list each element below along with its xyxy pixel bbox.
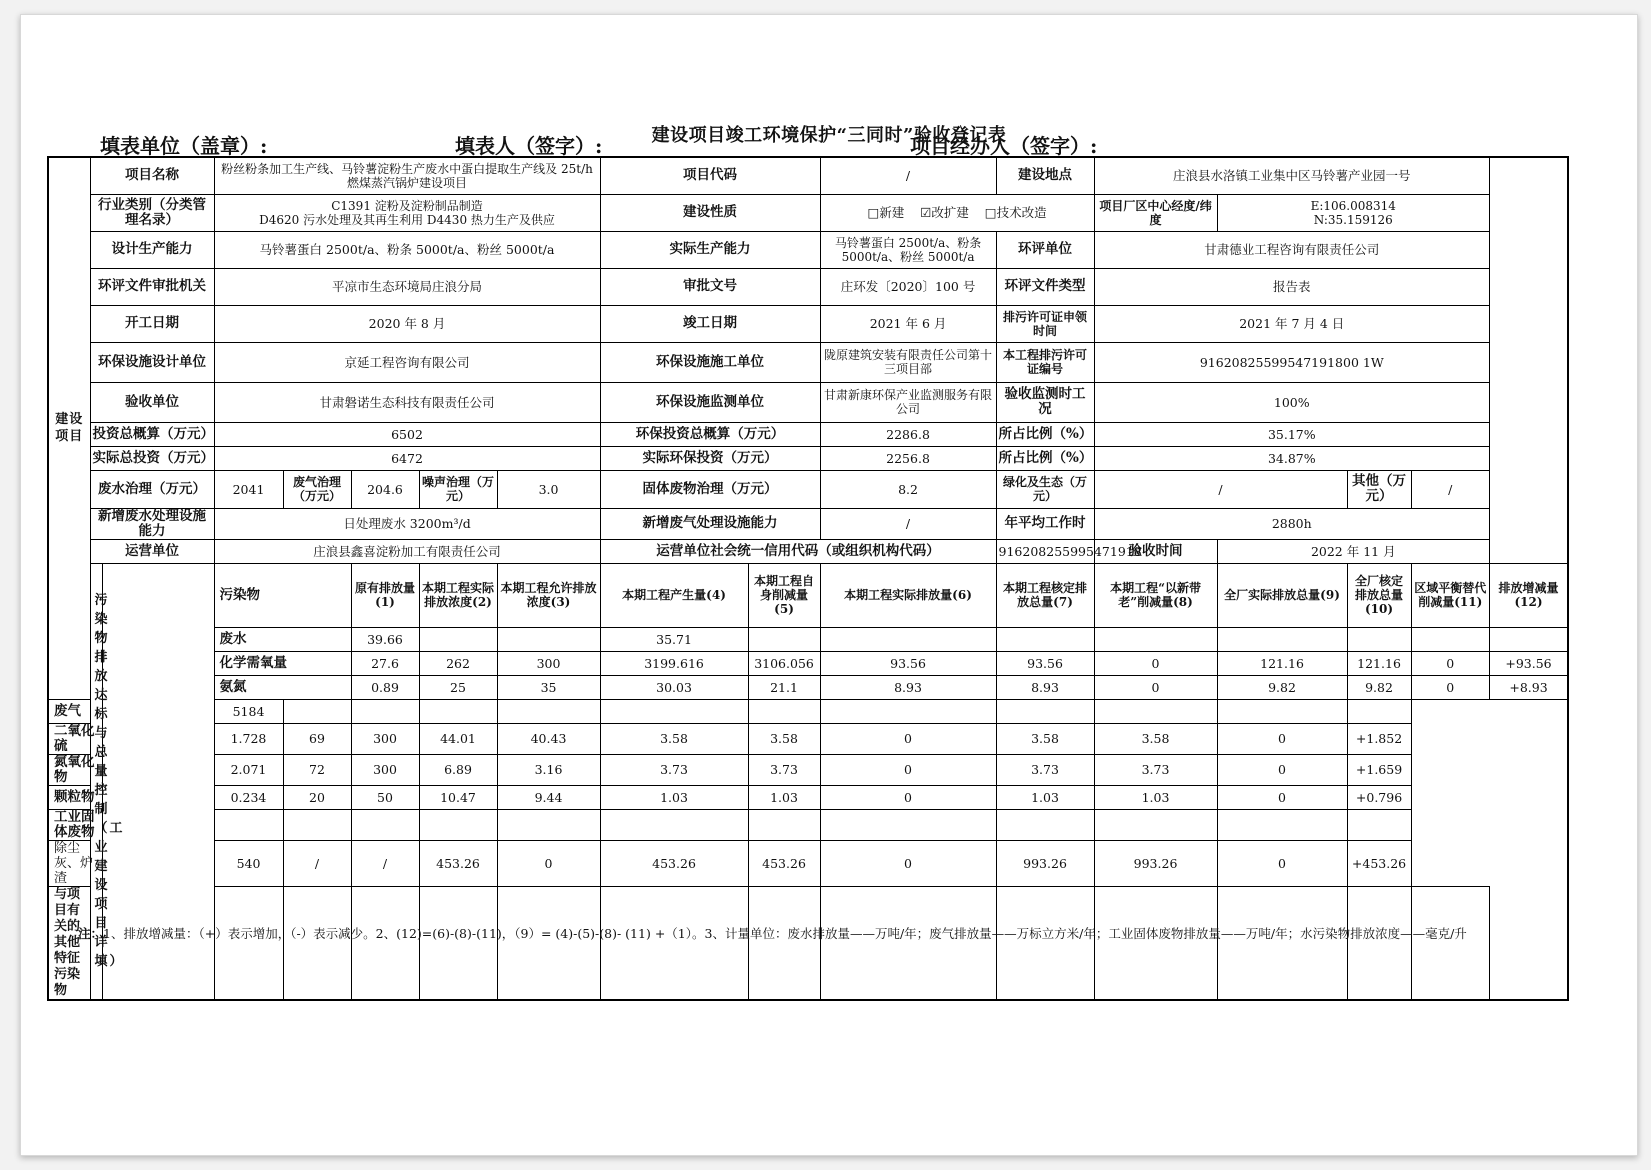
cell [1411,627,1489,651]
cell [820,809,996,840]
start-date-label: 开工日期 [90,305,214,342]
pollutant-name: 化学需氧量 [214,651,351,675]
header-h6: 本期工程实际排放量(6) [820,563,996,627]
cell: 1.03 [1094,785,1217,809]
permit-no-label: 本工程排污许可证编号 [996,342,1094,382]
cell: 3.58 [996,723,1094,754]
credit-label: 运营单位社会统一信用代码（或组织机构代码） [600,539,996,563]
gas-cost-value: 204.6 [351,470,419,508]
design-unit-value: 京延工程咨询有限公司 [214,342,600,382]
cell: 3.73 [600,754,748,785]
header-h2: 本期工程实际排放浓度(2) [419,563,497,627]
cell [996,627,1094,651]
cell [600,699,748,723]
eia-type-label: 环评文件类型 [996,268,1094,305]
cell [820,699,996,723]
cell [419,809,497,840]
cell: 453.26 [748,840,820,886]
cell: 3106.056 [748,651,820,675]
cell: 25 [419,675,497,699]
cell: 8.93 [996,675,1094,699]
nature-opt-new[interactable]: □新建 [867,205,905,220]
header-h12: 排放增减量(12) [1490,563,1568,627]
other-pollutant-label: 与项目有关的其他特征污染物 [48,886,90,1000]
cell [214,809,283,840]
solid-cost-value: 8.2 [820,470,996,508]
pollutant-name: 工业固体废物 [48,809,102,840]
pollutant-name: 废水 [214,627,351,651]
cell [419,627,497,651]
start-date-value: 2020 年 8 月 [214,305,600,342]
cell: 262 [419,651,497,675]
work-hours-value: 2880h [1094,508,1489,539]
cell: 30.03 [600,675,748,699]
cell: 72 [283,754,351,785]
document-title: 建设项目竣工环境保护“三同时”验收登记表 [651,125,1007,146]
approver-value: 平凉市生态环境局庄浪分局 [214,268,600,305]
nature-label: 建设性质 [600,194,820,231]
cell [996,809,1094,840]
noise-cost-value: 3.0 [497,470,600,508]
cell: 1.03 [996,785,1094,809]
cell [497,809,600,840]
cell [351,809,419,840]
filler-handler-label: 项目经办人（签字）: [910,134,1098,158]
cell [748,627,820,651]
cell: 50 [351,785,419,809]
cell [1217,699,1347,723]
cell: 993.26 [1094,840,1217,886]
section-construction-label: 建设项目 [48,157,90,699]
cell: 93.56 [820,651,996,675]
table-row [48,723,1568,754]
cell: 69 [283,723,351,754]
accept-unit-label: 验收单位 [90,382,214,422]
footnote-label: 注： [78,926,104,941]
cell: +0.796 [1347,785,1411,809]
cell [1094,809,1217,840]
other-cost-value: / [1411,470,1489,508]
cell: 0 [497,840,600,886]
registration-table [47,156,1569,1001]
operator-label: 运营单位 [90,539,214,563]
header-h3: 本期工程允许排放浓度(3) [497,563,600,627]
approval-no-label: 审批文号 [600,268,820,305]
project-name-label: 项目名称 [90,157,214,194]
cell: 0 [1094,675,1217,699]
cell: 5184 [214,699,283,723]
filler-unit-label: 填表单位（盖章）: [100,134,268,158]
cell: 300 [351,723,419,754]
filler-person-label: 填表人（签字）: [455,134,603,158]
design-capacity-label: 设计生产能力 [90,231,214,268]
cell: 39.66 [351,627,419,651]
table-row [48,627,1568,651]
cell: 0 [1411,651,1489,675]
finish-date-value: 2021 年 6 月 [820,305,996,342]
coord-value [1217,194,1489,231]
cell: 3.58 [1094,723,1217,754]
new-gas-value: / [820,508,996,539]
pollutant-name: 氮氧化物 [48,754,102,785]
cell: 3.16 [497,754,600,785]
header-h1: 原有排放量(1) [351,563,419,627]
nature-opt-expand[interactable]: ☑改扩建 [920,205,969,220]
cell: 1.03 [600,785,748,809]
cell: 9.82 [1217,675,1347,699]
header-h11: 区域平衡替代削减量(11) [1411,563,1489,627]
water-cost-label: 废水治理（万元） [90,470,214,508]
design-capacity-value: 马铃薯蛋白 2500t/a、粉条 5000t/a、粉丝 5000t/a [214,231,600,268]
cell: 1.728 [214,723,283,754]
cell: 3.58 [600,723,748,754]
cell [1094,699,1217,723]
cell [1347,699,1411,723]
cell: 21.1 [748,675,820,699]
cell: 35 [497,675,600,699]
approver-label: 环评文件审批机关 [90,268,214,305]
cell: 0 [1094,651,1217,675]
cell: 3.73 [748,754,820,785]
cell [748,809,820,840]
industry-label: 行业类别（分类管理名录） [90,194,214,231]
cell: / [283,840,351,886]
cell: +453.26 [1347,840,1411,886]
cell: 3199.616 [600,651,748,675]
cell: 9.82 [1347,675,1411,699]
cell: 35.71 [600,627,748,651]
cell: +93.56 [1490,651,1568,675]
project-code-label: 项目代码 [600,157,820,194]
pollutant-name: 二氧化硫 [48,723,102,754]
cell: 10.47 [419,785,497,809]
cell: 27.6 [351,651,419,675]
header-h9: 全厂实际排放总量(9) [1217,563,1347,627]
cell: 0 [1217,723,1347,754]
location-value: 庄浪县水洛镇工业集中区马铃薯产业园一号 [1094,157,1489,194]
cell: 0 [820,754,996,785]
section-pollutant-label: 污染物排放达标与总量控制（工业建设项目详填） [90,563,102,1000]
green-cost-value: / [1094,470,1347,508]
eia-unit-label: 环评单位 [996,231,1094,268]
gas-cost-label: 废气治理（万元） [283,470,351,508]
pollutant-name: 废气 [48,699,102,723]
permit-date-label: 排污许可证申领时间 [996,305,1094,342]
cell: 0 [1411,675,1489,699]
design-unit-label: 环保设施设计单位 [90,342,214,382]
water-cost-value: 2041 [214,470,283,508]
operator-value: 庄浪县鑫喜淀粉加工有限责任公司 [214,539,600,563]
permit-no-value: 91620825599547191800 1W [1094,342,1489,382]
cell: 540 [214,840,283,886]
pollutant-name: 氨氮 [214,675,351,699]
pollutant-header-row [48,563,1568,627]
monitor-unit-label: 环保设施监测单位 [600,382,820,422]
invest-total-label: 投资总概算（万元） [90,422,214,446]
cell: 8.93 [820,675,996,699]
cell: / [351,840,419,886]
cell [283,699,351,723]
actual-capacity-value: 马铃薯蛋白 2500t/a、粉条 5000t/a、粉丝 5000t/a [820,231,996,268]
header-h4: 本期工程产生量(4) [600,563,748,627]
coord-label: 项目厂区中心经度/纬度 [1094,194,1217,231]
cell: 20 [283,785,351,809]
table-row [48,651,1568,675]
monitor-cond-value: 100% [1094,382,1489,422]
ratio1-label: 所占比例（%） [996,422,1094,446]
cell: 0 [1217,754,1347,785]
table-row [48,699,1568,723]
cell [351,699,419,723]
permit-date-value: 2021 年 7 月 4 日 [1094,305,1489,342]
cell: 993.26 [996,840,1094,886]
ratio2-value: 34.87% [1094,446,1489,470]
cell [1347,809,1411,840]
approval-no-value: 庄环发〔2020〕100 号 [820,268,996,305]
cell: 0 [1217,840,1347,886]
header-h7: 本期工程核定排放总量(7) [996,563,1094,627]
industry-line-1: C1391 淀粉及淀粉制品制造 [331,198,483,213]
cell: +1.659 [1347,754,1411,785]
accept-time-label: 验收时间 [1094,539,1217,563]
actual-capacity-label: 实际生产能力 [600,231,820,268]
cell: 0 [1217,785,1347,809]
industry-line-2: D4620 污水处理及其再生利用 D4430 热力生产及供应 [259,212,555,227]
coord-n: N:35.159126 [1313,212,1393,227]
build-unit-label: 环保设施施工单位 [600,342,820,382]
accept-unit-value: 甘肃磐诺生态科技有限责任公司 [214,382,600,422]
cell [1094,627,1217,651]
cell [1490,627,1568,651]
cell: 93.56 [996,651,1094,675]
cell [419,699,497,723]
cell: 453.26 [600,840,748,886]
project-name-value: 粉丝粉条加工生产线、马铃薯淀粉生产废水中蛋白提取生产线及 25t/h 燃煤蒸汽锅炉建设项目 [214,157,600,194]
table-row [48,809,1568,840]
pollutant-name: 除尘灰、炉渣 [48,840,102,886]
table-row [48,675,1568,699]
cell: 3.58 [748,723,820,754]
table-row [48,840,1568,886]
actual-env-invest-label: 实际环保投资（万元） [600,446,820,470]
location-label: 建设地点 [996,157,1094,194]
footnote [78,924,1558,943]
cell: 1.03 [748,785,820,809]
cell: 0.234 [214,785,283,809]
credit-value: 916208255995471918 [996,539,1094,563]
actual-env-invest-value: 2256.8 [820,446,996,470]
cell [1217,809,1347,840]
cell: 0 [820,840,996,886]
env-invest-label: 环保投资总概算（万元） [600,422,820,446]
cell [1347,627,1411,651]
cell: +8.93 [1490,675,1568,699]
cell [600,809,748,840]
work-hours-label: 年平均工作时 [996,508,1094,539]
cell: 6.89 [419,754,497,785]
coord-e: E:106.008314 [1310,198,1396,213]
cell: 3.73 [1094,754,1217,785]
invest-total-value: 6502 [214,422,600,446]
cell: 2.071 [214,754,283,785]
header-h8: 本期工程“以新带老”削减量(8) [1094,563,1217,627]
nature-opt-tech[interactable]: □技术改造 [984,205,1047,220]
eia-unit-value: 甘肃德业工程咨询有限责任公司 [1094,231,1489,268]
cell: 453.26 [419,840,497,886]
cell [820,627,996,651]
new-water-value: 日处理废水 3200m³/d [214,508,600,539]
cell [283,809,351,840]
header-pollutant: 污染物 [214,563,351,627]
cell: 0 [820,723,996,754]
other-cost-label: 其他（万元） [1347,470,1411,508]
green-cost-label: 绿化及生态（万元） [996,470,1094,508]
cell: 121.16 [1217,651,1347,675]
pollutant-name: 颗粒物 [48,785,102,809]
cell: 300 [351,754,419,785]
eia-type-value: 报告表 [1094,268,1489,305]
cell [1217,627,1347,651]
build-unit-value: 陇原建筑安装有限责任公司第十三项目部 [820,342,996,382]
nature-options [820,194,1094,231]
new-gas-label: 新增废气处理设施能力 [600,508,820,539]
cell [996,699,1094,723]
cell: 0 [820,785,996,809]
footnote-text: 1、排放增减量：（+）表示增加，（-）表示减少。2、(12)=(6)-(8)-(11)，（9）= (4)-(5)-(8)- (11) +（1）。3、计量单位：废水排放量——万吨/年；废气排放量——万标立方米/年；工业固体废物排放量——万吨/年；水污染物排放浓度——毫克/升 [103,926,1467,941]
cell: 0.89 [351,675,419,699]
cell [497,699,600,723]
ratio2-label: 所占比例（%） [996,446,1094,470]
actual-invest-label: 实际总投资（万元） [90,446,214,470]
cell [497,627,600,651]
cell: 9.44 [497,785,600,809]
accept-time-value: 2022 年 11 月 [1217,539,1489,563]
table-row [48,785,1568,809]
cell: 3.73 [996,754,1094,785]
project-code-value: / [820,157,996,194]
noise-cost-label: 噪声治理（万元） [419,470,497,508]
actual-invest-value: 6472 [214,446,600,470]
header-h5: 本期工程自身削减量(5) [748,563,820,627]
header-h10: 全厂核定排放总量(10) [1347,563,1411,627]
env-invest-value: 2286.8 [820,422,996,446]
cell: 121.16 [1347,651,1411,675]
new-water-label: 新增废水处理设施能力 [90,508,214,539]
ratio1-value: 35.17% [1094,422,1489,446]
monitor-cond-label: 验收监测时工况 [996,382,1094,422]
finish-date-label: 竣工日期 [600,305,820,342]
cell: 44.01 [419,723,497,754]
cell: +1.852 [1347,723,1411,754]
table-row [48,754,1568,785]
cell: 300 [497,651,600,675]
industry-value [214,194,600,231]
monitor-unit-value: 甘肃新康环保产业监测服务有限公司 [820,382,996,422]
cell [748,699,820,723]
cell: 40.43 [497,723,600,754]
solid-cost-label: 固体废物治理（万元） [600,470,820,508]
